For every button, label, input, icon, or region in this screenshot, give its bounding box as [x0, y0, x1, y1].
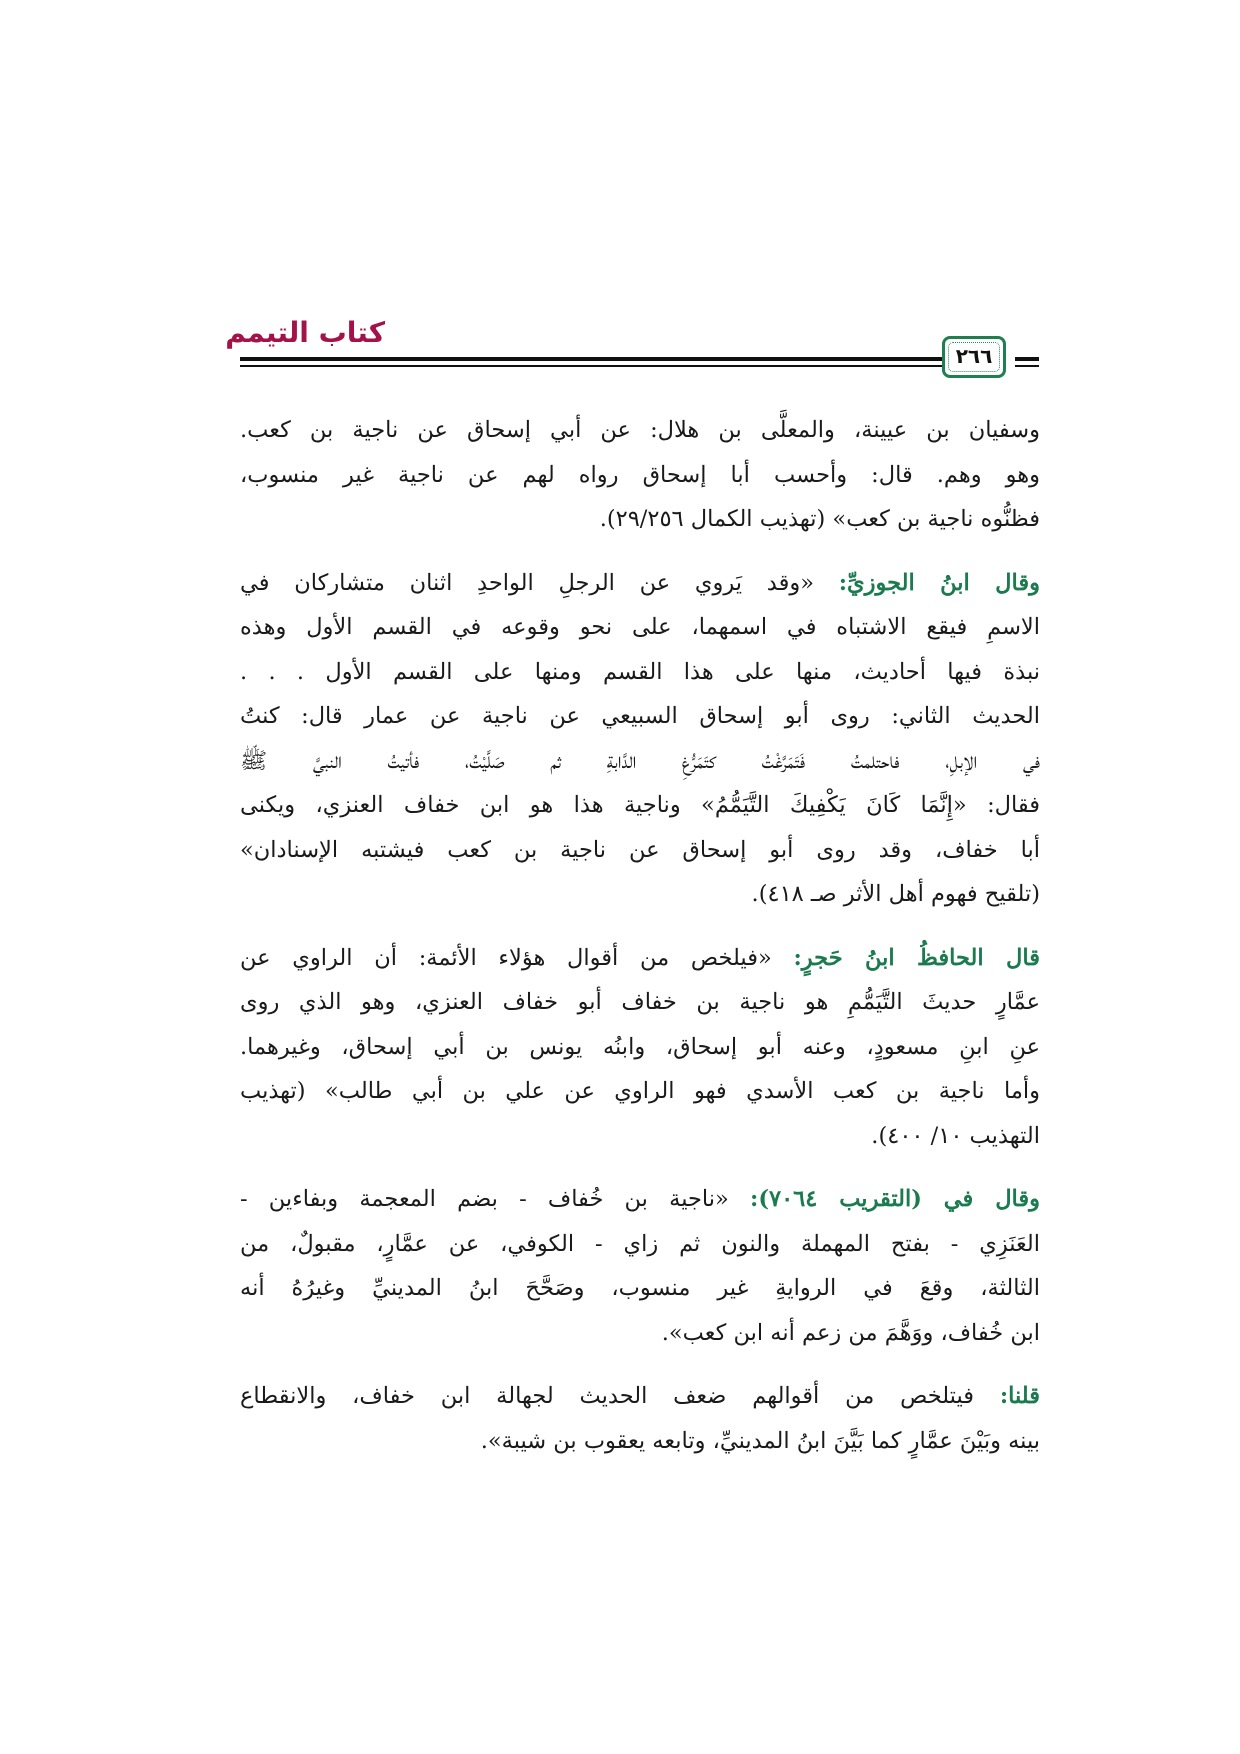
- header-rule-stub-thin: [1015, 365, 1039, 367]
- text-line: عنِ ابنِ مسعودٍ، وعنه أبو إسحاق، وابنُه يونس بن أبي إسحاق، وغيرهما.: [240, 1033, 1040, 1060]
- text-line: فقال: «إِنَّمَا كَانَ يَكْفِيكَ التَّيَمُّمُ» وناجية هذا هو ابن خفاف العنزي، ويكنى: [240, 792, 1040, 818]
- text-line: [240, 1177, 1040, 1222]
- text-fragment: فيتلخص من أقوالهم ضعف الحديث لجهالة ابن خفاف، والانقطاع: [240, 1383, 975, 1409]
- text-line: الثالثة، وقعَ في الروايةِ غير منسوب، وصَحَّحَ ابنُ المدينيِّ وغيرُهُ أنه: [240, 1275, 1040, 1301]
- text-line: في الإبلِ، فاحتلمتُ فَتَمَرَّغْتُ كتَمَرُّغِ الدَّابةِ ثم صَلَّيْتُ، فأتيتُ النبيَّ ﷺ: [240, 747, 1040, 774]
- text-line: [240, 561, 1040, 606]
- speaker-label: وقال في (التقريب ٧٠٦٤):: [750, 1186, 1041, 1212]
- paragraph-3: [240, 936, 1040, 1159]
- text-line: فظنُّوه ناجية بن كعب» (تهذيب الكمال ٢٩/٢٥٦).: [599, 506, 1040, 532]
- text-line: بينه وبَيْنَ عمَّارٍ كما بَيَّنَ ابنُ المدينيِّ، وتابعه يعقوب بن شيبة».: [480, 1427, 1040, 1454]
- header-rule-stub-thick: [1015, 357, 1039, 361]
- text-line: عمَّارٍ حديثَ التَّيَمُّمِ هو ناجية بن خفاف أبو خفاف العنزي، وهو الذي روى: [240, 989, 1040, 1015]
- text-line: وهو وهم. قال: وأحسب أبا إسحاق رواه لهم عن ناجية غير منسوب،: [240, 461, 1040, 488]
- text-line: العَنَزِي - بفتح المهملة والنون ثم زاي - الكوفي، عن عمَّارٍ، مقبولٌ، من: [240, 1230, 1040, 1257]
- speaker-label: وقال ابنُ الجوزيِّ:: [838, 569, 1040, 596]
- page-number-frame: [942, 336, 1006, 378]
- text-line: وأما ناجية بن كعب الأسدي فهو الراوي عن علي بن أبي طالب» (تهذيب: [240, 1078, 1040, 1104]
- text-line: [240, 1374, 1040, 1419]
- speaker-label: قلنا:: [999, 1383, 1040, 1409]
- header-rule-thick: [240, 357, 1002, 361]
- text-line: الحديث الثاني: روى أبو إسحاق السبيعي عن ناجية عن عمار قال: كنتُ: [240, 703, 1040, 729]
- text-line: (تلقيح فهوم أهل الأثر صـ ٤١٨).: [751, 881, 1040, 907]
- text-fragment: «فيلخص من أقوال هؤلاء الأئمة: أن الراوي عن: [240, 944, 772, 971]
- paragraph-5: [240, 1374, 1040, 1463]
- text-fragment: «وقد يَروي عن الرجلِ الواحدِ اثنان متشاركان في: [240, 569, 814, 596]
- text-line: التهذيب ١٠/ ٤٠٠).: [871, 1122, 1040, 1149]
- paragraph-2: [240, 561, 1040, 917]
- header-rule-thin: [240, 365, 1002, 367]
- text-fragment: «ناجية بن خُفاف - بضم المعجمة وبفاءين -: [240, 1186, 729, 1212]
- text-line: الاسمِ فيقع الاشتباه في اسمهما، على نحو وقوعه في القسم الأول وهذه: [240, 614, 1040, 640]
- text-line: نبذة فيها أحاديث، منها على هذا القسم ومنها على القسم الأول . . .: [240, 658, 1040, 685]
- paragraph-4: [240, 1177, 1040, 1355]
- running-head-title: كتاب التيمم: [225, 316, 385, 349]
- page-number: ٢٦٦: [955, 344, 993, 368]
- text-line: ابن خُفاف، ووَهَّمَ من زعم أنه ابن كعب».: [661, 1319, 1040, 1346]
- text-line: وسفيان بن عيينة، والمعلَّى بن هلال: عن أبي إسحاق عن ناجية بن كعب.: [240, 417, 1040, 443]
- speaker-label: قال الحافظُ ابنُ حَجرٍ:: [793, 944, 1040, 971]
- text-line: أبا خفاف، وقد روى أبو إسحاق عن ناجية بن كعب فيشتبه الإسنادان»: [240, 836, 1040, 863]
- main-text: [240, 408, 1040, 1482]
- text-line: [240, 936, 1040, 981]
- paragraph-1: [240, 408, 1040, 542]
